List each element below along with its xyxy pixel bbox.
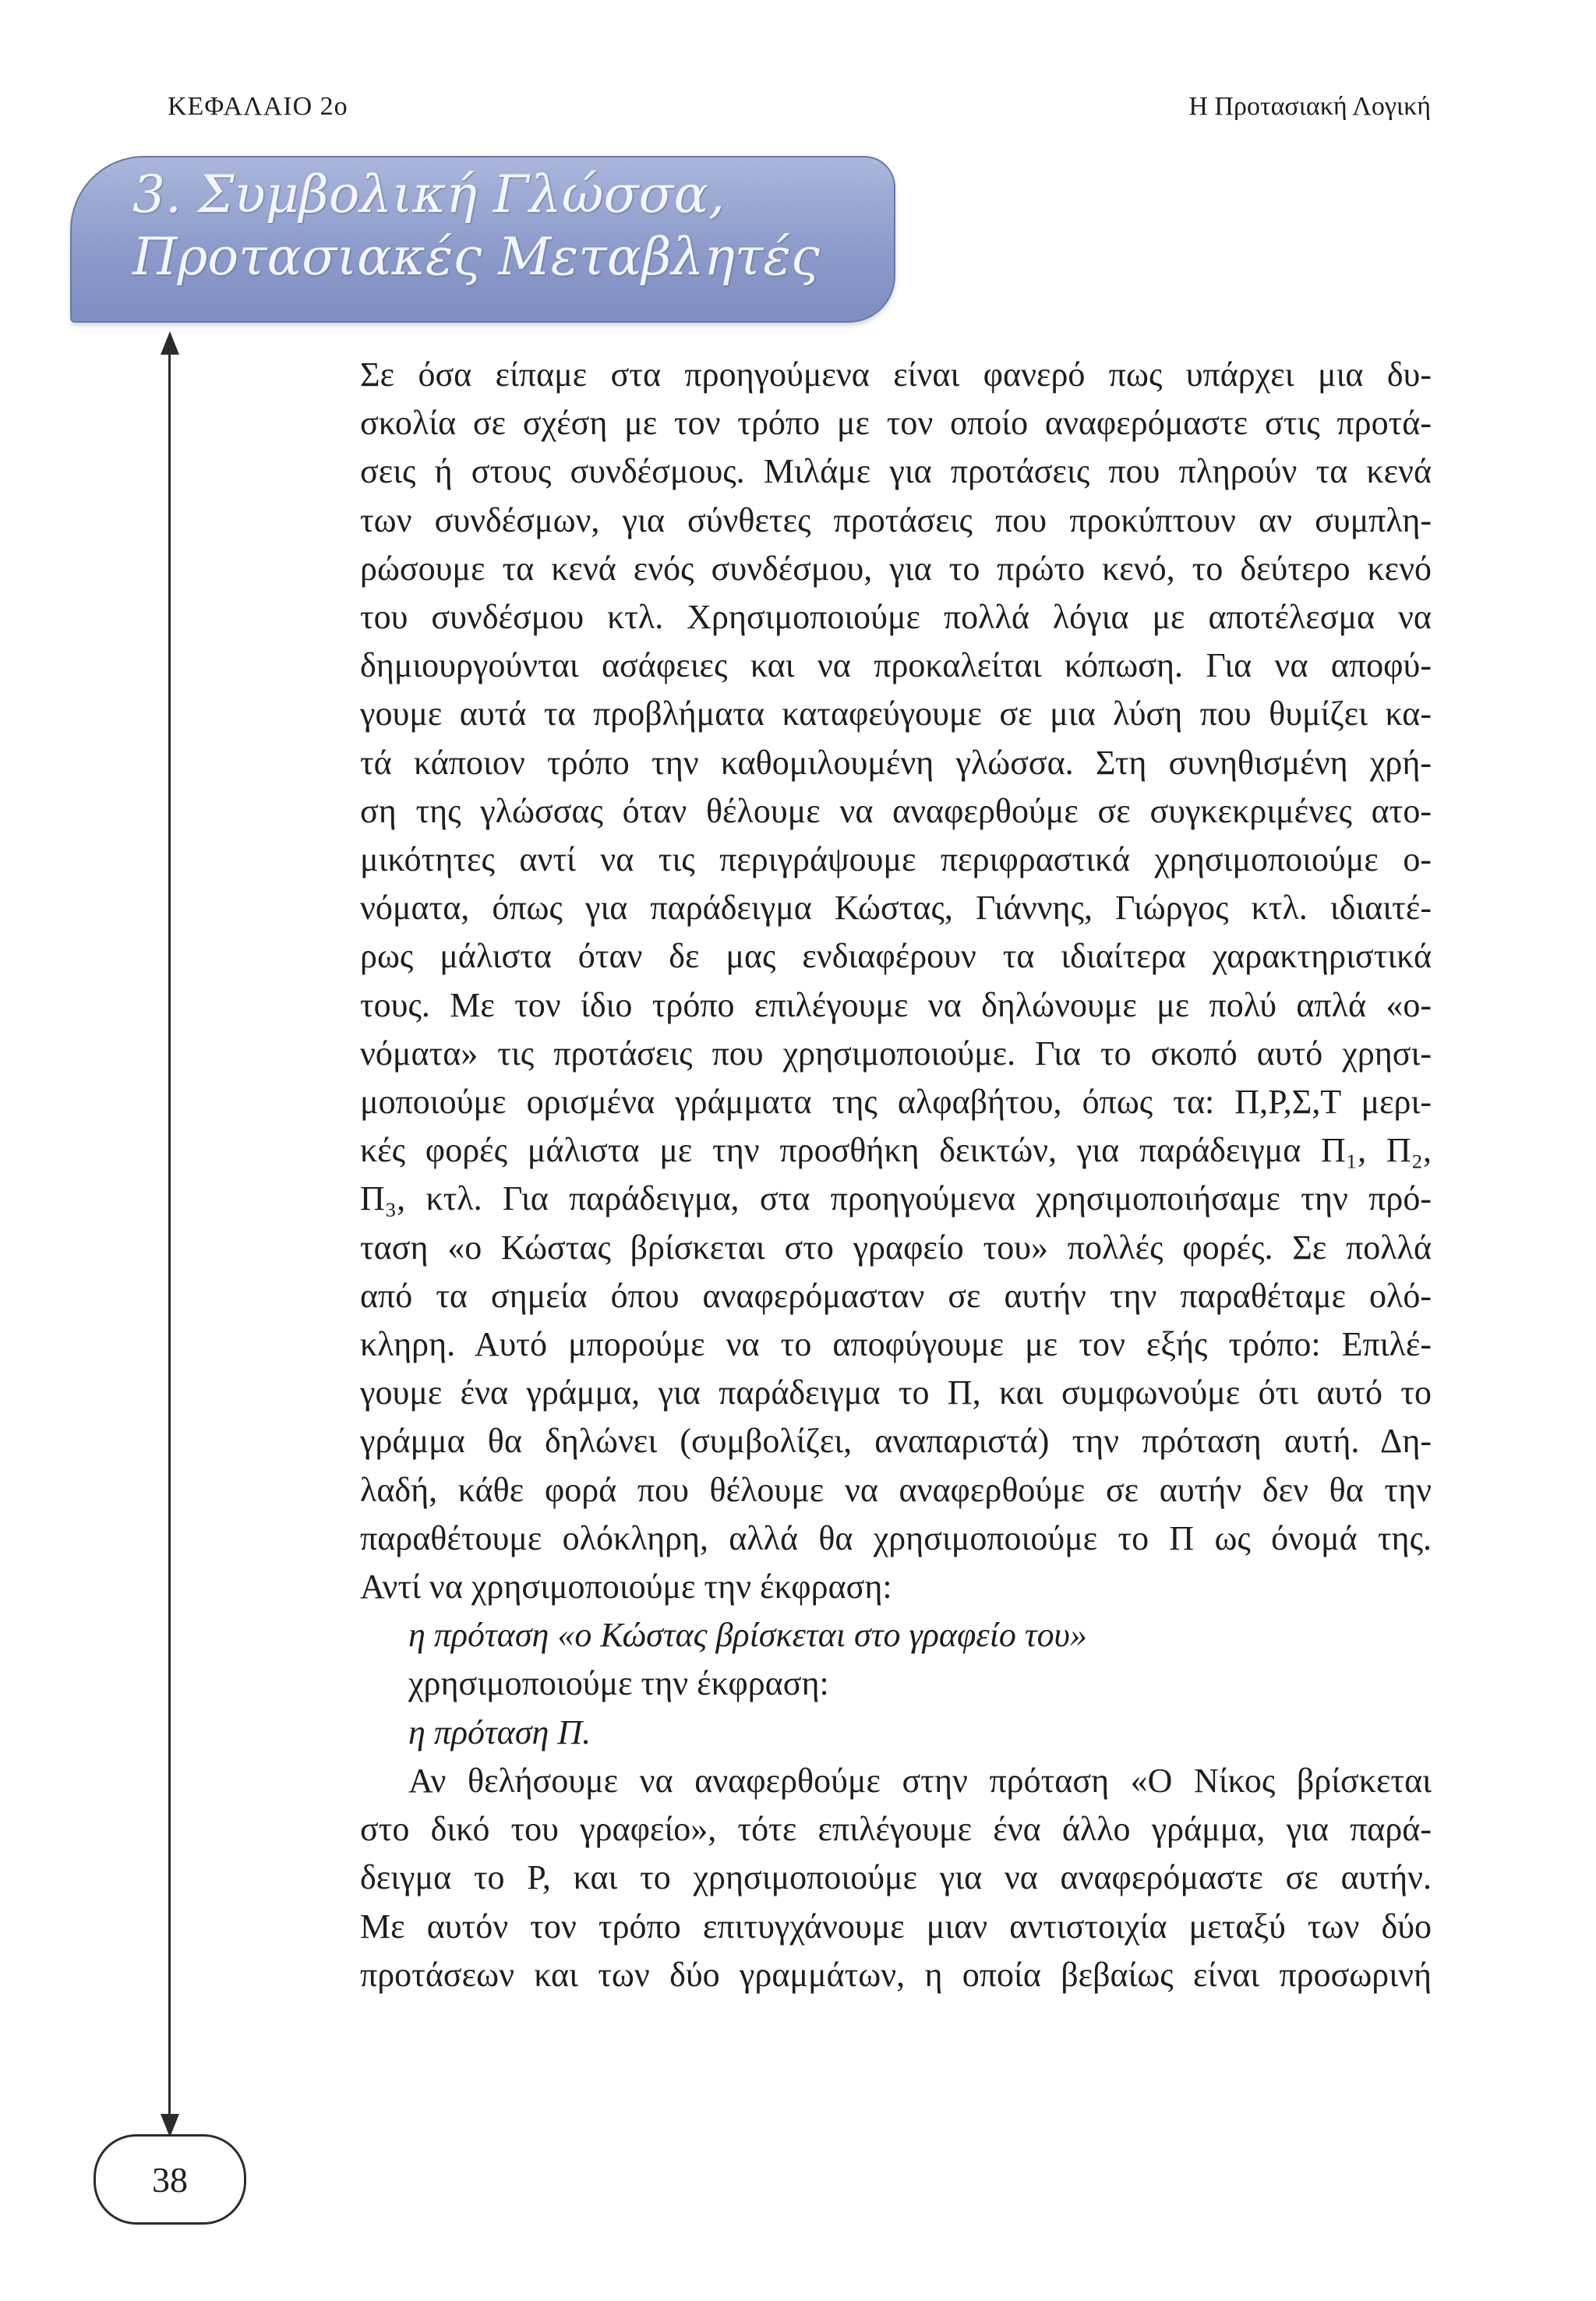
text-line: παραθέτουμε ολόκληρη, αλλά θα χρησιμοποιούμε το Π ως όνομά της. bbox=[360, 1518, 1432, 1557]
text-line: Αν θελήσουμε να αναφερθούμε στην πρόταση «Ο Νίκος βρίσκεται bbox=[408, 1761, 1432, 1800]
text-line: από τα σημεία όπου αναφερόμασταν σε αυτήν την παραθέταμε ολό- bbox=[360, 1276, 1432, 1315]
text-line: δημιουργούνται ασάφειες και να προκαλείται κόπωση. Για να αποφύ- bbox=[360, 646, 1432, 685]
section-header: Η Προτασιακή Λογική bbox=[1188, 92, 1431, 121]
chapter-header: ΚΕΦΑΛΑΙΟ 2ο bbox=[168, 92, 348, 121]
text-line: σεις ή στους συνδέσμους. Μιλάμε για προτάσεις που πληρούν τα κενά bbox=[360, 452, 1432, 491]
text-line: δειγμα το Ρ, και το χρησιμοποιούμε για να αναφερόμαστε σε αυτήν. bbox=[360, 1858, 1432, 1897]
text-line: τους. Με τον ίδιο τρόπο επιλέγουμε να δηλώνουμε με πολύ απλά «ο- bbox=[360, 985, 1432, 1024]
text-line: προτάσεων και των δύο γραμμάτων, η οποία βεβαίως είναι προσωρινή bbox=[360, 1955, 1432, 1994]
text-line: γράμμα θα δηλώνει (συμβολίζει, αναπαριστά) την πρόταση αυτή. Δη- bbox=[360, 1422, 1432, 1461]
text-line: Σε όσα είπαμε στα προηγούμενα είναι φανερό πως υπάρχει μια δυ- bbox=[360, 355, 1432, 394]
text-line: μικότητες αντί να τις περιγράψουμε περιφραστικά χρησιμοποιούμε ο- bbox=[360, 840, 1432, 879]
text-line: κληρη. Αυτό μπορούμε να το αποφύγουμε με τον εξής τρόπο: Επιλέ- bbox=[360, 1325, 1432, 1364]
section-title-line-2: Προτασιακές Μεταβλητές bbox=[132, 227, 820, 287]
text-line: Αντί να χρησιμοποιούμε την έκφραση: bbox=[360, 1568, 892, 1606]
example-line: η πρόταση «ο Κώστας βρίσκεται στο γραφείο του» bbox=[408, 1616, 1087, 1655]
text-line: ση της γλώσσας όταν θέλουμε να αναφερθούμε σε συγκεκριμένες ατο- bbox=[360, 791, 1432, 830]
text-line: γουμε ένα γράμμα, για παράδειγμα το Π, και συμφωνούμε ότι αυτό το bbox=[360, 1373, 1432, 1412]
text-line: νόματα, όπως για παράδειγμα Κώστας, Γιάννης, Γιώργος κτλ. ιδιαιτέ- bbox=[360, 889, 1432, 928]
text-line: νόματα» τις προτάσεις που χρησιμοποιούμε. Για το σκοπό αυτό χρησι- bbox=[360, 1034, 1432, 1073]
text-line: κές φορές μάλιστα με την προσθήκη δεικτών, για παράδειγμα Π₁, Π₂, bbox=[360, 1131, 1432, 1170]
text-line: τά κάποιον τρόπο την καθομιλουμένη γλώσσα. Στη συνηθισμένη χρή- bbox=[360, 743, 1432, 782]
text-line: ρώσουμε τα κενά ενός συνδέσμου, για το πρώτο κενό, το δεύτερο κενό bbox=[360, 549, 1432, 588]
text-line: στο δικό του γραφείο», τότε επιλέγουμε ένα άλλο γράμμα, για παρά- bbox=[360, 1810, 1432, 1849]
example-line: χρησιμοποιούμε την έκφραση: bbox=[408, 1664, 829, 1703]
text-line: του συνδέσμου κτλ. Χρησιμοποιούμε πολλά λόγια με αποτέλεσμα να bbox=[360, 598, 1432, 637]
text-line: λαδή, κάθε φορά που θέλουμε να αναφερθούμε σε αυτήν δεν θα την bbox=[360, 1470, 1432, 1509]
section-title-line-1: 3. Συμβολική Γλώσσα, bbox=[132, 164, 726, 224]
text-line: μοποιούμε ορισμένα γράμματα της αλφαβήτου, όπως τα: Π,Ρ,Σ,Τ μερι- bbox=[360, 1083, 1432, 1122]
text-line: γουμε αυτά τα προβλήματα καταφεύγουμε σε μια λύση που θυμίζει κα- bbox=[360, 695, 1432, 733]
text-line: σκολία σε σχέση με τον τρόπο με τον οποίο αναφερόμαστε στις προτά- bbox=[360, 404, 1432, 443]
section-title bbox=[132, 164, 834, 288]
text-line: Με αυτόν τον τρόπο επιτυγχάνουμε μιαν αντιστοιχία μεταξύ των δύο bbox=[360, 1907, 1432, 1946]
example-line: η πρόταση Π. bbox=[408, 1712, 591, 1751]
body-text bbox=[360, 351, 1432, 1999]
text-line: ταση «ο Κώστας βρίσκεται στο γραφείο του» πολλές φορές. Σε πολλά bbox=[360, 1228, 1432, 1267]
text-line: των συνδέσμων, για σύνθετες προτάσεις που προκύπτουν αν συμπλη- bbox=[360, 500, 1432, 539]
margin-rule bbox=[168, 343, 171, 2120]
text-line: Π₃, κτλ. Για παράδειγμα, στα προηγούμενα χρησιμοποιήσαμε την πρό- bbox=[360, 1179, 1432, 1218]
page-number: 38 bbox=[94, 2134, 246, 2225]
text-line: ρως μάλιστα όταν δε μας ενδιαφέρουν τα ιδιαίτερα χαρακτηριστικά bbox=[360, 937, 1432, 976]
